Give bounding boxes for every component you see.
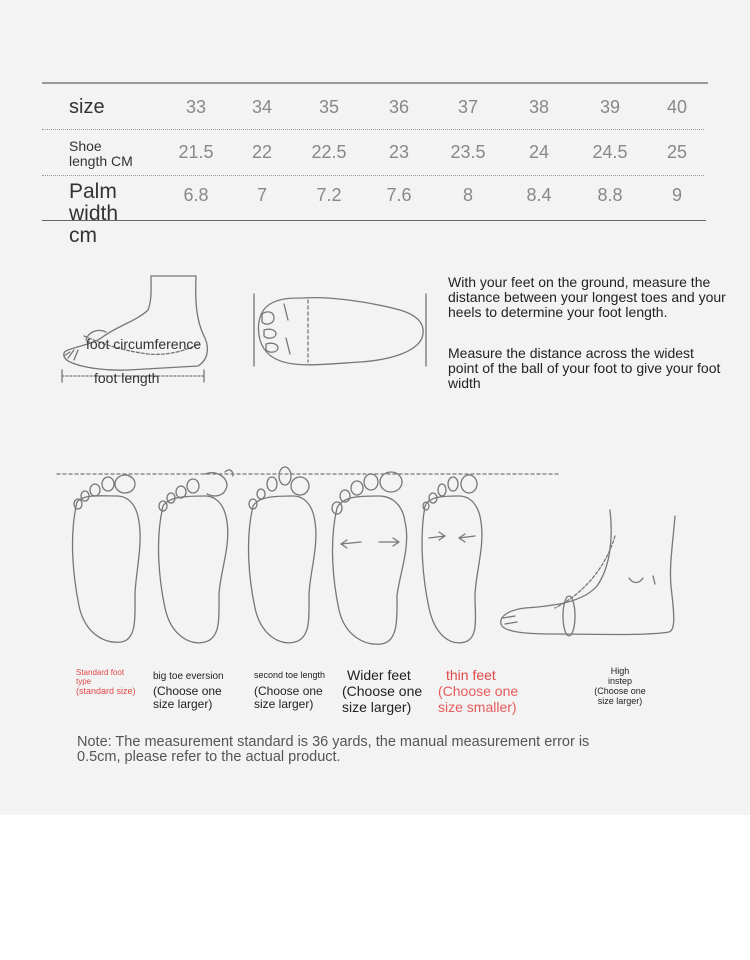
- table-cell: 39: [599, 97, 621, 117]
- row-label-size: size: [69, 96, 105, 118]
- row-label-palm-width: [69, 181, 118, 247]
- row-label-shoe-length: [69, 139, 133, 169]
- table-cell: 7.2: [316, 185, 342, 205]
- foot-circumference-label: foot circumference: [86, 336, 202, 352]
- caption-sub: (Choose one size smaller): [438, 683, 519, 715]
- table-cell: 7: [256, 185, 267, 205]
- table-cell: 22.5: [311, 142, 347, 162]
- table-cell: 21.5: [178, 142, 214, 162]
- table-cell: 38: [528, 97, 550, 117]
- caption-second-toe: [254, 671, 344, 711]
- table-cell: 7.6: [386, 185, 412, 205]
- caption-title: Standard foot type: [76, 668, 125, 686]
- caption-sub: (Choose one size larger): [594, 685, 646, 706]
- label-line: Shoe: [69, 138, 102, 154]
- table-cell: 8.4: [526, 185, 552, 205]
- table-cell: 9: [671, 185, 682, 205]
- foot-types-illustration: [55, 466, 685, 652]
- caption-sub: (standard size): [76, 685, 136, 696]
- caption-sub: (Choose one size larger): [153, 684, 222, 712]
- table-bottom-rule: [42, 220, 706, 221]
- caption-title: High instep: [607, 666, 633, 686]
- table-cell: 24.5: [592, 142, 628, 162]
- caption-high-instep: [590, 667, 650, 707]
- table-cell: 23: [388, 142, 410, 162]
- label-line: cm: [69, 224, 97, 247]
- table-cell: 23.5: [450, 142, 486, 162]
- caption-wider: [342, 668, 438, 715]
- foot-length-label: foot length: [94, 370, 160, 386]
- caption-title: second toe length: [254, 670, 326, 680]
- standard-foot: [73, 475, 141, 642]
- table-divider: [42, 129, 704, 130]
- table-cell: 33: [185, 97, 207, 117]
- caption-title: Wider feet: [347, 667, 411, 683]
- table-cell: 36: [388, 97, 410, 117]
- caption-sub: (Choose one size larger): [254, 683, 323, 712]
- table-top-rule: [42, 82, 708, 84]
- caption-big-toe: [153, 671, 243, 711]
- caption-sub: (Choose one size larger): [342, 683, 423, 715]
- table-cell: 6.8: [183, 185, 209, 205]
- second-toe-length-foot: [249, 467, 316, 643]
- big-toe-eversion-foot: [159, 470, 233, 643]
- table-cell: 22: [251, 142, 273, 162]
- caption-title: thin feet: [446, 667, 496, 683]
- caption-thin: [438, 668, 538, 715]
- label-line: Palm: [69, 180, 117, 203]
- foot-top-illustration: [250, 290, 430, 372]
- length-instruction: With your feet on the ground, measure the distance between your longest toes and your heels to determine your foot length.: [448, 274, 726, 320]
- table-cell: 34: [251, 97, 273, 117]
- label-line: width: [69, 202, 119, 225]
- label-line: length CM: [69, 153, 133, 169]
- table-cell: 25: [666, 142, 688, 162]
- caption-standard: [76, 669, 136, 696]
- table-cell: 40: [666, 97, 688, 117]
- measurement-note: Note: The measurement standard is 36 yards, the manual measurement error is 0.5cm, please refer to the actual product.: [77, 734, 590, 765]
- table-divider: [42, 175, 704, 176]
- table-cell: 24: [528, 142, 550, 162]
- thin-foot: [422, 475, 482, 643]
- high-instep-foot: [501, 510, 675, 636]
- table-cell: 35: [318, 97, 340, 117]
- table-cell: 8: [462, 185, 473, 205]
- table-cell: 37: [457, 97, 479, 117]
- width-instruction: Measure the distance across the widest point of the ball of your foot to give your foot width: [448, 345, 721, 391]
- wider-foot: [332, 472, 407, 644]
- table-cell: 8.8: [597, 185, 623, 205]
- caption-title: big toe eversion: [153, 671, 224, 682]
